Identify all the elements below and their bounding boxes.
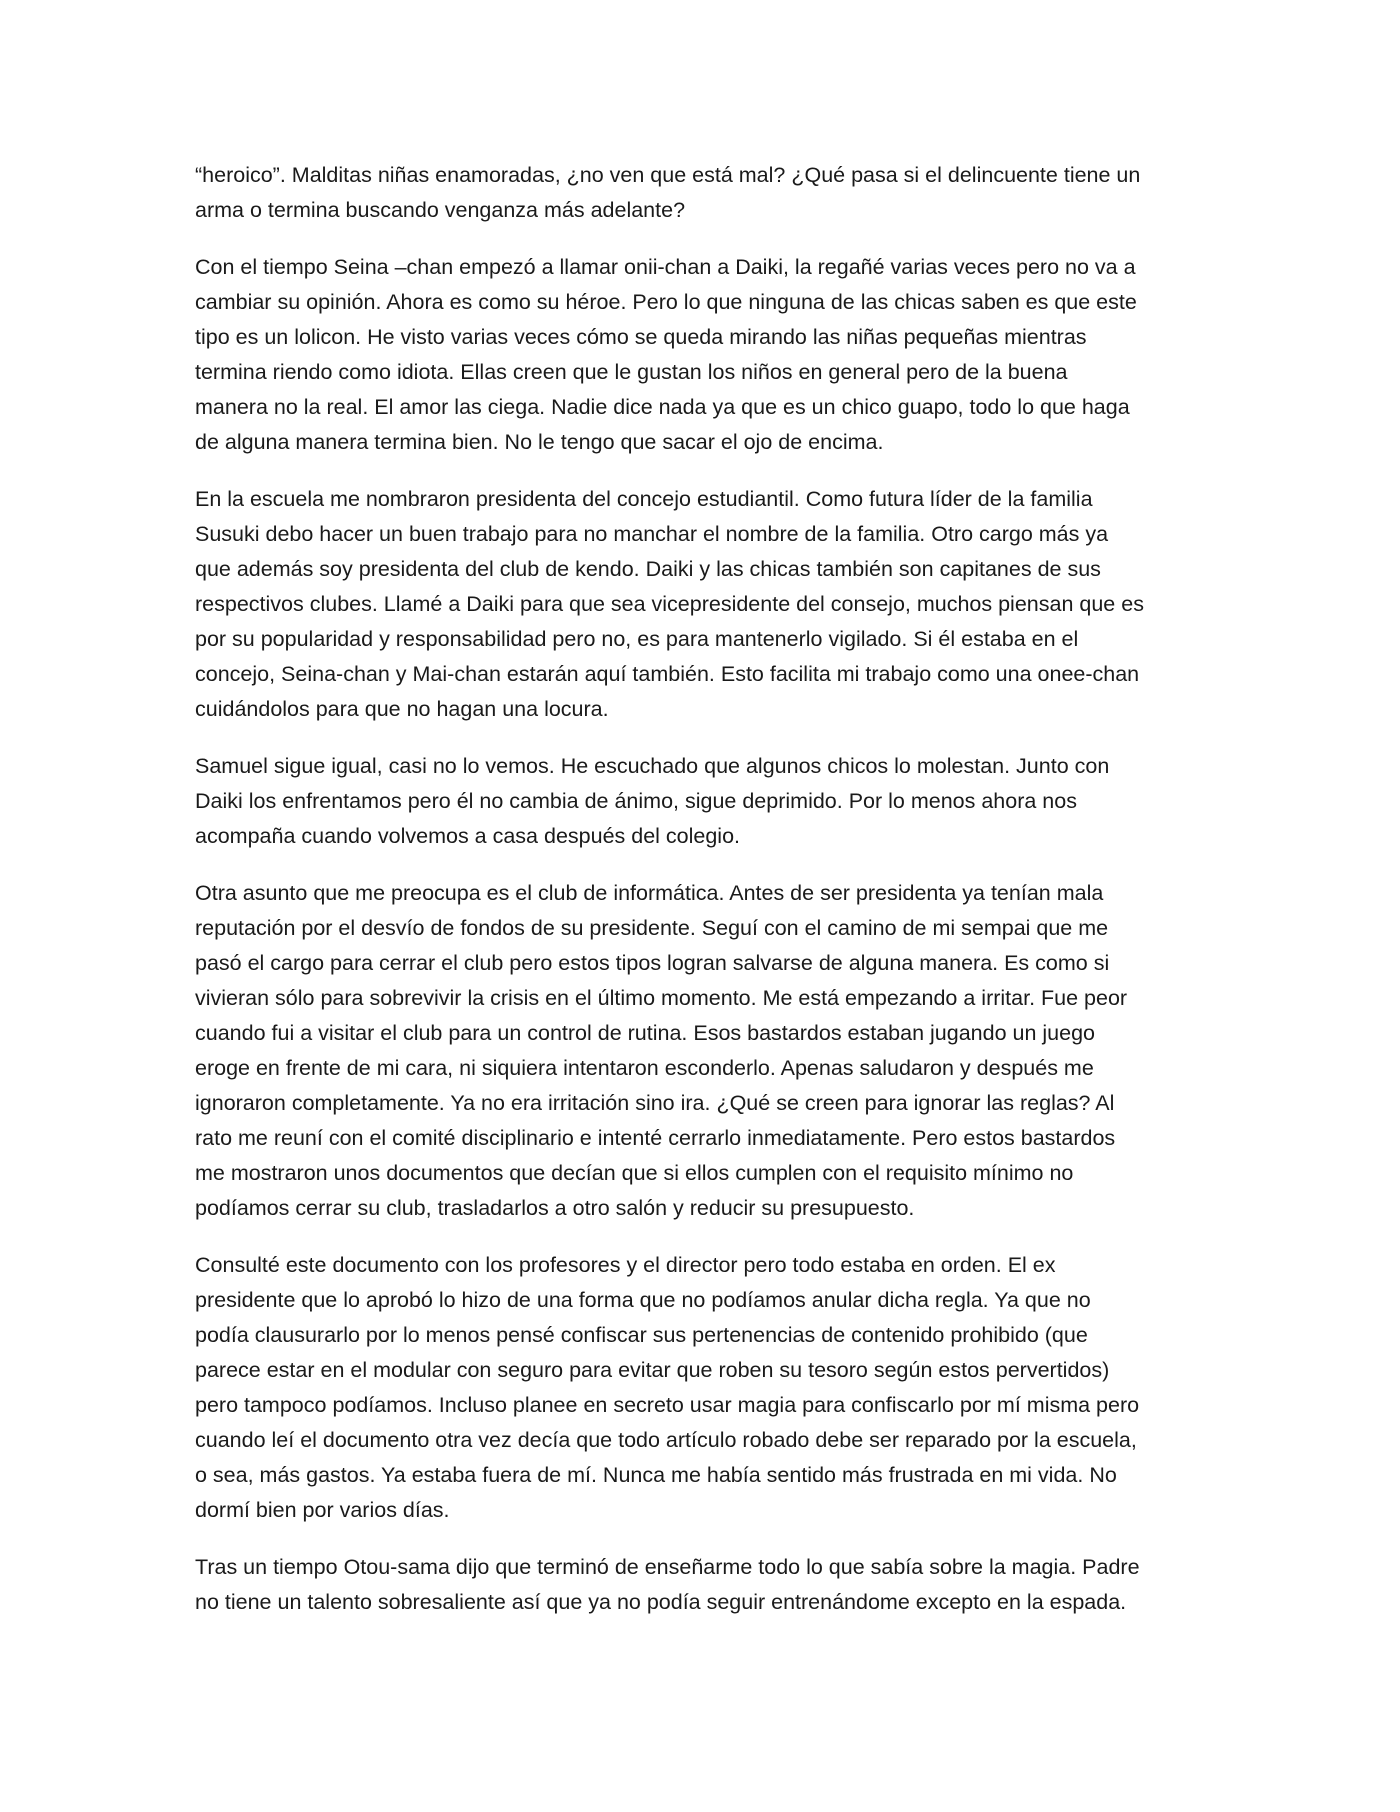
text-line: Con el tiempo Seina –chan empezó a llamar onii-chan a Daiki, la regañé varias veces pero no va a	[195, 255, 1136, 279]
text-line: Tras un tiempo Otou-sama dijo que terminó de enseñarme todo lo que sabía sobre la magia. Padre	[195, 1555, 1140, 1579]
text-line: Susuki debo hacer un buen trabajo para no manchar el nombre de la familia. Otro cargo más ya	[195, 522, 1109, 546]
text-line: Consulté este documento con los profesores y el director pero todo estaba en orden. El ex	[195, 1253, 1056, 1277]
text-line: cuando fui a visitar el club para un control de rutina. Esos bastardos estaban jugando un juego	[195, 1021, 1096, 1045]
text-line: Samuel sigue igual, casi no lo vemos. He escuchado que algunos chicos lo molestan. Junto con	[195, 754, 1110, 778]
text-line: “heroico”. Malditas niñas enamoradas, ¿no ven que está mal? ¿Qué pasa si el delincuente tiene un	[195, 163, 1141, 187]
paragraph-2	[195, 250, 1210, 460]
text-line: pero tampoco podíamos. Incluso planee en secreto usar magia para confiscarlo por mí misma pero	[195, 1393, 1140, 1417]
text-line: pasó el cargo para cerrar el club pero estos tipos logran salvarse de alguna manera. Es como si	[195, 951, 1110, 975]
text-line: cambiar su opinión. Ahora es como su héroe. Pero lo que ninguna de las chicas saben es que este	[195, 290, 1137, 314]
text-line: que además soy presidenta del club de kendo. Daiki y las chicas también son capitanes de sus	[195, 557, 1101, 581]
paragraph-4	[195, 749, 1210, 854]
text-line: reputación por el desvío de fondos de su presidente. Seguí con el camino de mi sempai que me	[195, 916, 1109, 940]
text-line: podía clausurarlo por lo menos pensé confiscar sus pertenencias de contenido prohibido (que	[195, 1323, 1088, 1347]
text-line: cuando leí el documento otra vez decía que todo artículo robado debe ser reparado por la escuela,	[195, 1428, 1137, 1452]
text-line: rato me reuní con el comité disciplinario e intenté cerrarlo inmediatamente. Pero estos bastardos	[195, 1126, 1116, 1150]
text-line: respectivos clubes. Llamé a Daiki para que sea vicepresidente del consejo, muchos piensan que es	[195, 592, 1144, 616]
text-line: tipo es un lolicon. He visto varias veces cómo se queda mirando las niñas pequeñas mientras	[195, 325, 1087, 349]
text-line: presidente que lo aprobó lo hizo de una forma que no podíamos anular dicha regla. Ya que no	[195, 1288, 1091, 1312]
text-line: parece estar en el modular con seguro para evitar que roben su tesoro según estos pervertidos)	[195, 1358, 1110, 1382]
text-line: podíamos cerrar su club, trasladarlos a otro salón y reducir su presupuesto.	[195, 1196, 915, 1220]
paragraph-7	[195, 1550, 1210, 1620]
text-line: acompaña cuando volvemos a casa después del colegio.	[195, 824, 741, 848]
text-line: concejo, Seina-chan y Mai-chan estarán aquí también. Esto facilita mi trabajo como una onee-chan	[195, 662, 1140, 686]
text-line: vivieran sólo para sobrevivir la crisis en el último momento. Me está empezando a irritar. Fue peor	[195, 986, 1128, 1010]
text-line: por su popularidad y responsabilidad pero no, es para mantenerlo vigilado. Si él estaba en el	[195, 627, 1079, 651]
paragraph-6	[195, 1248, 1210, 1528]
text-line: de alguna manera termina bien. No le tengo que sacar el ojo de encima.	[195, 430, 884, 454]
text-line: Daiki los enfrentamos pero él no cambia de ánimo, sigue deprimido. Por lo menos ahora nos	[195, 789, 1077, 813]
text-line: cuidándolos para que no hagan una locura.	[195, 697, 609, 721]
text-line: manera no la real. El amor las ciega. Nadie dice nada ya que es un chico guapo, todo lo que haga	[195, 395, 1130, 419]
text-line: termina riendo como idiota. Ellas creen que le gustan los niños en general pero de la buena	[195, 360, 1068, 384]
paragraph-1	[195, 158, 1210, 228]
text-line: eroge en frente de mi cara, ni siquiera intentaron esconderlo. Apenas saludaron y después me	[195, 1056, 1094, 1080]
paragraph-3	[195, 482, 1210, 727]
text-line: arma o termina buscando venganza más adelante?	[195, 198, 686, 222]
paragraph-5	[195, 876, 1210, 1226]
text-line: dormí bien por varios días.	[195, 1498, 450, 1522]
text-line: Otra asunto que me preocupa es el club de informática. Antes de ser presidenta ya tenían mala	[195, 881, 1104, 905]
text-line: no tiene un talento sobresaliente así que ya no podía seguir entrenándome excepto en la espada.	[195, 1590, 1127, 1614]
text-line: En la escuela me nombraron presidenta del concejo estudiantil. Como futura líder de la familia	[195, 487, 1093, 511]
document-body	[195, 158, 1210, 1642]
text-line: ignoraron completamente. Ya no era irritación sino ira. ¿Qué se creen para ignorar las reglas? Al	[195, 1091, 1115, 1115]
text-line: me mostraron unos documentos que decían que si ellos cumplen con el requisito mínimo no	[195, 1161, 1074, 1185]
text-line: o sea, más gastos. Ya estaba fuera de mí. Nunca me había sentido más frustrada en mi vida. No	[195, 1463, 1117, 1487]
